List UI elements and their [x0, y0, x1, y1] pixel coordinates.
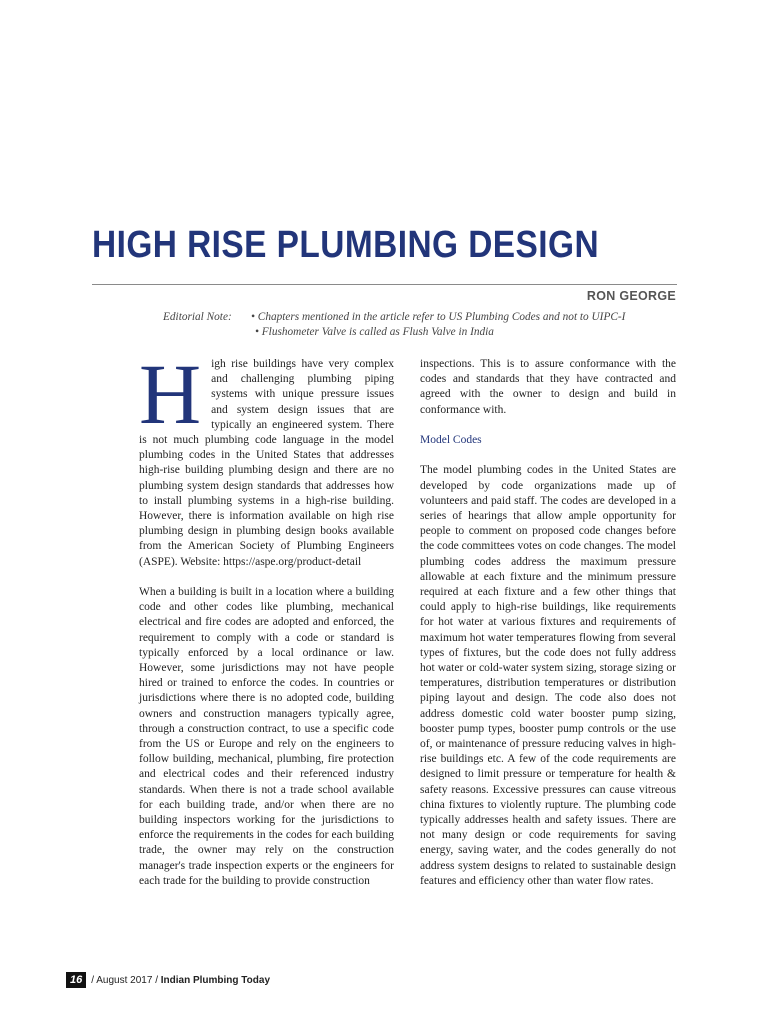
- publication-name: Indian Plumbing Today: [160, 974, 271, 986]
- model-codes-paragraph: The model plumbing codes in the United States are developed by code organizations made up of volunteers and paid staff. The codes are developed in a series of hearings that allow ample opportunity for people to comment on proposed code changes before the code committees votes on code changes. The model plumbing codes address the maximum pressure allowable at each fixture and the minimum pressure required at each fixture and a few other things that could apply to high-rise buildings, like requirements for hot water at various fixtures and requirements of maximum hot water temperatures flowing from several types of fixtures, but the code does not fully address hot water or cold-water system sizing, storage sizing or temperatures, distribution temperatures or distribution piping layout and design. The code also does not address domestic cold water booster pump sizing, booster pump types, booster pump controls or the use of, or maintenance of pressure reducing valves in high-rise buildings etc. A few of the code requirements are designed to limit pressure or temperature for health & safety reasons. Excessive pressures can cause vitreous china fixtures to violently rupture. The plumbing code typically addresses health and safety issues. There are not many design or code requirements for saving energy, saving water, and the codes generally do not address system designs to related to sustainable design features and efficiency other than water flow rates.: [420, 464, 676, 887]
- drop-cap: H: [139, 346, 202, 442]
- footer-date: / August 2017 /: [91, 974, 158, 986]
- page-footer: [66, 972, 270, 988]
- title-divider: [92, 284, 677, 285]
- page-number: 16: [66, 972, 86, 988]
- intro-paragraph: igh rise buildings have very complex and challenging plumbing piping systems with unique pressure issues and system design issues that are typically an engineered system. There is not much plumbing code language in the model plumbing codes in the United States that addresses high-rise building plumbing design and there are no plumbing system design standards that addresses how to install plumbing systems in a high-rise building. However, there is information available on high rise plumbing design in plumbing design books available from the American Society of Plumbing Engineers (ASPE). Website: https://aspe.org/product-detail: [139, 358, 394, 568]
- editorial-note: [163, 310, 625, 340]
- inspections-paragraph: inspections. This is to assure conformance with the codes and standards that they have contracted and agreed with the owner to design and build in conformance with.: [420, 358, 676, 416]
- left-column: [139, 346, 394, 889]
- author-name: RON GEORGE: [586, 289, 676, 303]
- article-title: HIGH RISE PLUMBING DESIGN: [92, 224, 600, 266]
- editorial-note-line-1: • Chapters mentioned in the article refer to US Plumbing Codes and not to UIPC-I: [251, 311, 626, 323]
- building-codes-paragraph: When a building is built in a location where a building code and other codes like plumbing, mechanical electrical and fire codes are adopted and enforced, the requirement to comply with a code or standard is typically enforced by a local ordinance or law. However, some jurisdictions may not have people hired or trained to enforce the codes. In countries or jurisdictions where there is no adopted code, building owners and construction managers typically agree, through a construction contract, to use a specific code from the US or Europe and rely on the engineers to follow building, mechanical, plumbing, fire protection and electrical codes and their referenced industry standards. When there is not a trade school available for each building trade, and/or when there are no building inspectors working for the jurisdictions to enforce the requirements in the codes for each building trade, the owner may rely on the construction manager's trade inspection experts or the engineers for each trade for the building to provide construction: [139, 586, 394, 887]
- editorial-note-line-2: • Flushometer Valve is called as Flush Valve in India: [255, 326, 494, 338]
- section-heading-model-codes: Model Codes: [420, 434, 482, 446]
- right-column: [420, 357, 676, 889]
- editorial-note-label: Editorial Note:: [163, 311, 232, 323]
